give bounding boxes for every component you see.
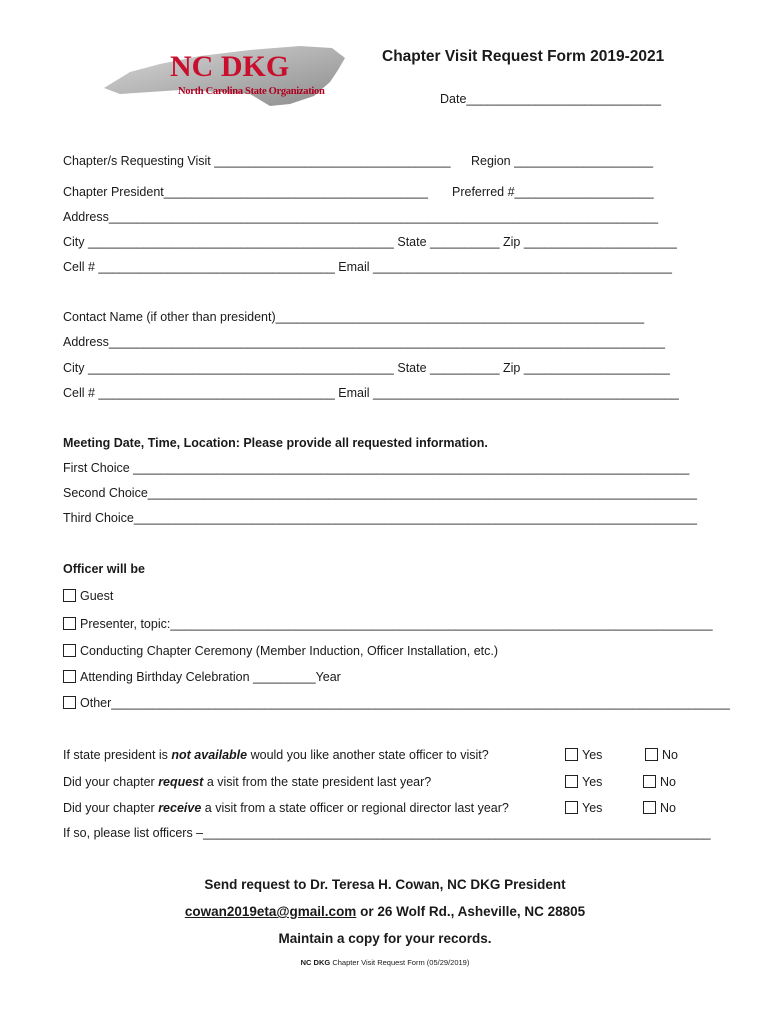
checkbox[interactable] bbox=[63, 589, 76, 602]
meeting-heading: Meeting Date, Time, Location: Please provide all requested information. bbox=[63, 436, 488, 450]
region-field[interactable]: Region ____________________ bbox=[471, 154, 654, 168]
officer-option-birthday[interactable] bbox=[63, 670, 341, 684]
officer-option-ceremony[interactable] bbox=[63, 644, 498, 658]
preferred-field[interactable]: Preferred #____________________ bbox=[452, 185, 654, 199]
officer-option-presenter[interactable] bbox=[63, 617, 713, 631]
officer-option-guest[interactable] bbox=[63, 589, 113, 603]
no-label: No bbox=[662, 748, 678, 762]
question-text: a visit from the state president last year? bbox=[203, 775, 432, 789]
logo-sub-text: North Carolina State Organization bbox=[178, 86, 325, 97]
no-option[interactable] bbox=[645, 748, 678, 762]
chapter-president-field[interactable]: Chapter President______________________________________ bbox=[63, 185, 428, 199]
logo-main-text: NC DKG bbox=[170, 50, 290, 83]
yes-label: Yes bbox=[582, 748, 603, 762]
second-choice-field[interactable]: Second Choice_______________________________________________________________________________ bbox=[63, 486, 697, 500]
checkbox[interactable] bbox=[565, 775, 578, 788]
checkbox[interactable] bbox=[643, 775, 656, 788]
note-org: NC DKG bbox=[300, 958, 331, 967]
question-text: Did your chapter bbox=[63, 801, 159, 815]
yes-option[interactable] bbox=[565, 775, 602, 789]
option-label: Conducting Chapter Ceremony (Member Induction, Officer Installation, etc.) bbox=[80, 644, 499, 658]
question-request bbox=[63, 775, 431, 789]
yes-option[interactable] bbox=[565, 801, 602, 815]
date-field[interactable]: Date____________________________ bbox=[440, 92, 662, 106]
checkbox[interactable] bbox=[565, 801, 578, 814]
no-option[interactable] bbox=[643, 775, 676, 789]
option-label: Other_________________________________________________________________________________________ bbox=[80, 696, 730, 710]
question-emphasis: not available bbox=[171, 748, 248, 762]
question-receive bbox=[63, 801, 509, 815]
first-choice-field[interactable]: First Choice ________________________________________________________________________________ bbox=[63, 461, 690, 475]
question-text: would you like another state officer to visit? bbox=[247, 748, 489, 762]
option-label: Attending Birthday Celebration _________Year bbox=[80, 670, 341, 684]
option-label: Guest bbox=[80, 589, 114, 603]
question-emphasis: request bbox=[158, 775, 204, 789]
maintain-copy-text: Maintain a copy for your records. bbox=[278, 931, 492, 946]
send-request-text: Send request to Dr. Teresa H. Cowan, NC DKG President bbox=[204, 877, 566, 892]
form-version-note bbox=[0, 958, 770, 967]
contact-address-field[interactable]: Address________________________________________________________________________________ bbox=[63, 335, 666, 349]
yes-label: Yes bbox=[582, 801, 603, 815]
officer-heading: Officer will be bbox=[63, 562, 145, 576]
officer-option-other[interactable] bbox=[63, 696, 730, 710]
checkbox[interactable] bbox=[565, 748, 578, 761]
contact-cell-email-field[interactable]: Cell # __________________________________ Email ____________________________________________ bbox=[63, 386, 679, 400]
option-label: Presenter, topic:______________________________________________________________________________ bbox=[80, 617, 713, 631]
yes-option[interactable] bbox=[565, 748, 602, 762]
no-label: No bbox=[660, 801, 676, 815]
checkbox[interactable] bbox=[63, 670, 76, 683]
checkbox[interactable] bbox=[643, 801, 656, 814]
list-officers-field[interactable]: If so, please list officers –_________________________________________________________________________ bbox=[63, 826, 711, 840]
contact-name-field[interactable]: Contact Name (if other than president)_____________________________________________________ bbox=[63, 310, 645, 324]
email-link[interactable]: cowan2019eta@gmail.com bbox=[184, 904, 357, 919]
note-text: Chapter Visit Request Form (05/29/2019) bbox=[330, 958, 470, 967]
contact-city-state-zip-field[interactable]: City ____________________________________________ State __________ Zip _____________________ bbox=[63, 361, 670, 375]
question-text: a visit from a state officer or regional director last year? bbox=[201, 801, 509, 815]
question-emphasis: receive bbox=[158, 801, 202, 815]
form-title: Chapter Visit Request Form 2019-2021 bbox=[382, 48, 665, 65]
contact-line bbox=[0, 904, 770, 919]
question-text: If state president is bbox=[63, 748, 172, 762]
address-field[interactable]: Address_______________________________________________________________________________ bbox=[63, 210, 659, 224]
question-not-available bbox=[63, 748, 489, 762]
question-text: Did your chapter bbox=[63, 775, 159, 789]
third-choice-field[interactable]: Third Choice_________________________________________________________________________________ bbox=[63, 511, 697, 525]
mailing-address: or 26 Wolf Rd., Asheville, NC 28805 bbox=[356, 904, 586, 919]
checkbox[interactable] bbox=[63, 696, 76, 709]
no-label: No bbox=[660, 775, 676, 789]
nc-dkg-logo bbox=[100, 42, 350, 114]
yes-label: Yes bbox=[582, 775, 603, 789]
no-option[interactable] bbox=[643, 801, 676, 815]
checkbox[interactable] bbox=[645, 748, 658, 761]
checkbox[interactable] bbox=[63, 644, 76, 657]
chapter-visit-field[interactable]: Chapter/s Requesting Visit __________________________________ bbox=[63, 154, 451, 168]
checkbox[interactable] bbox=[63, 617, 76, 630]
cell-email-field[interactable]: Cell # __________________________________ Email ___________________________________________ bbox=[63, 260, 672, 274]
city-state-zip-field[interactable]: City ____________________________________________ State __________ Zip ______________________ bbox=[63, 235, 677, 249]
